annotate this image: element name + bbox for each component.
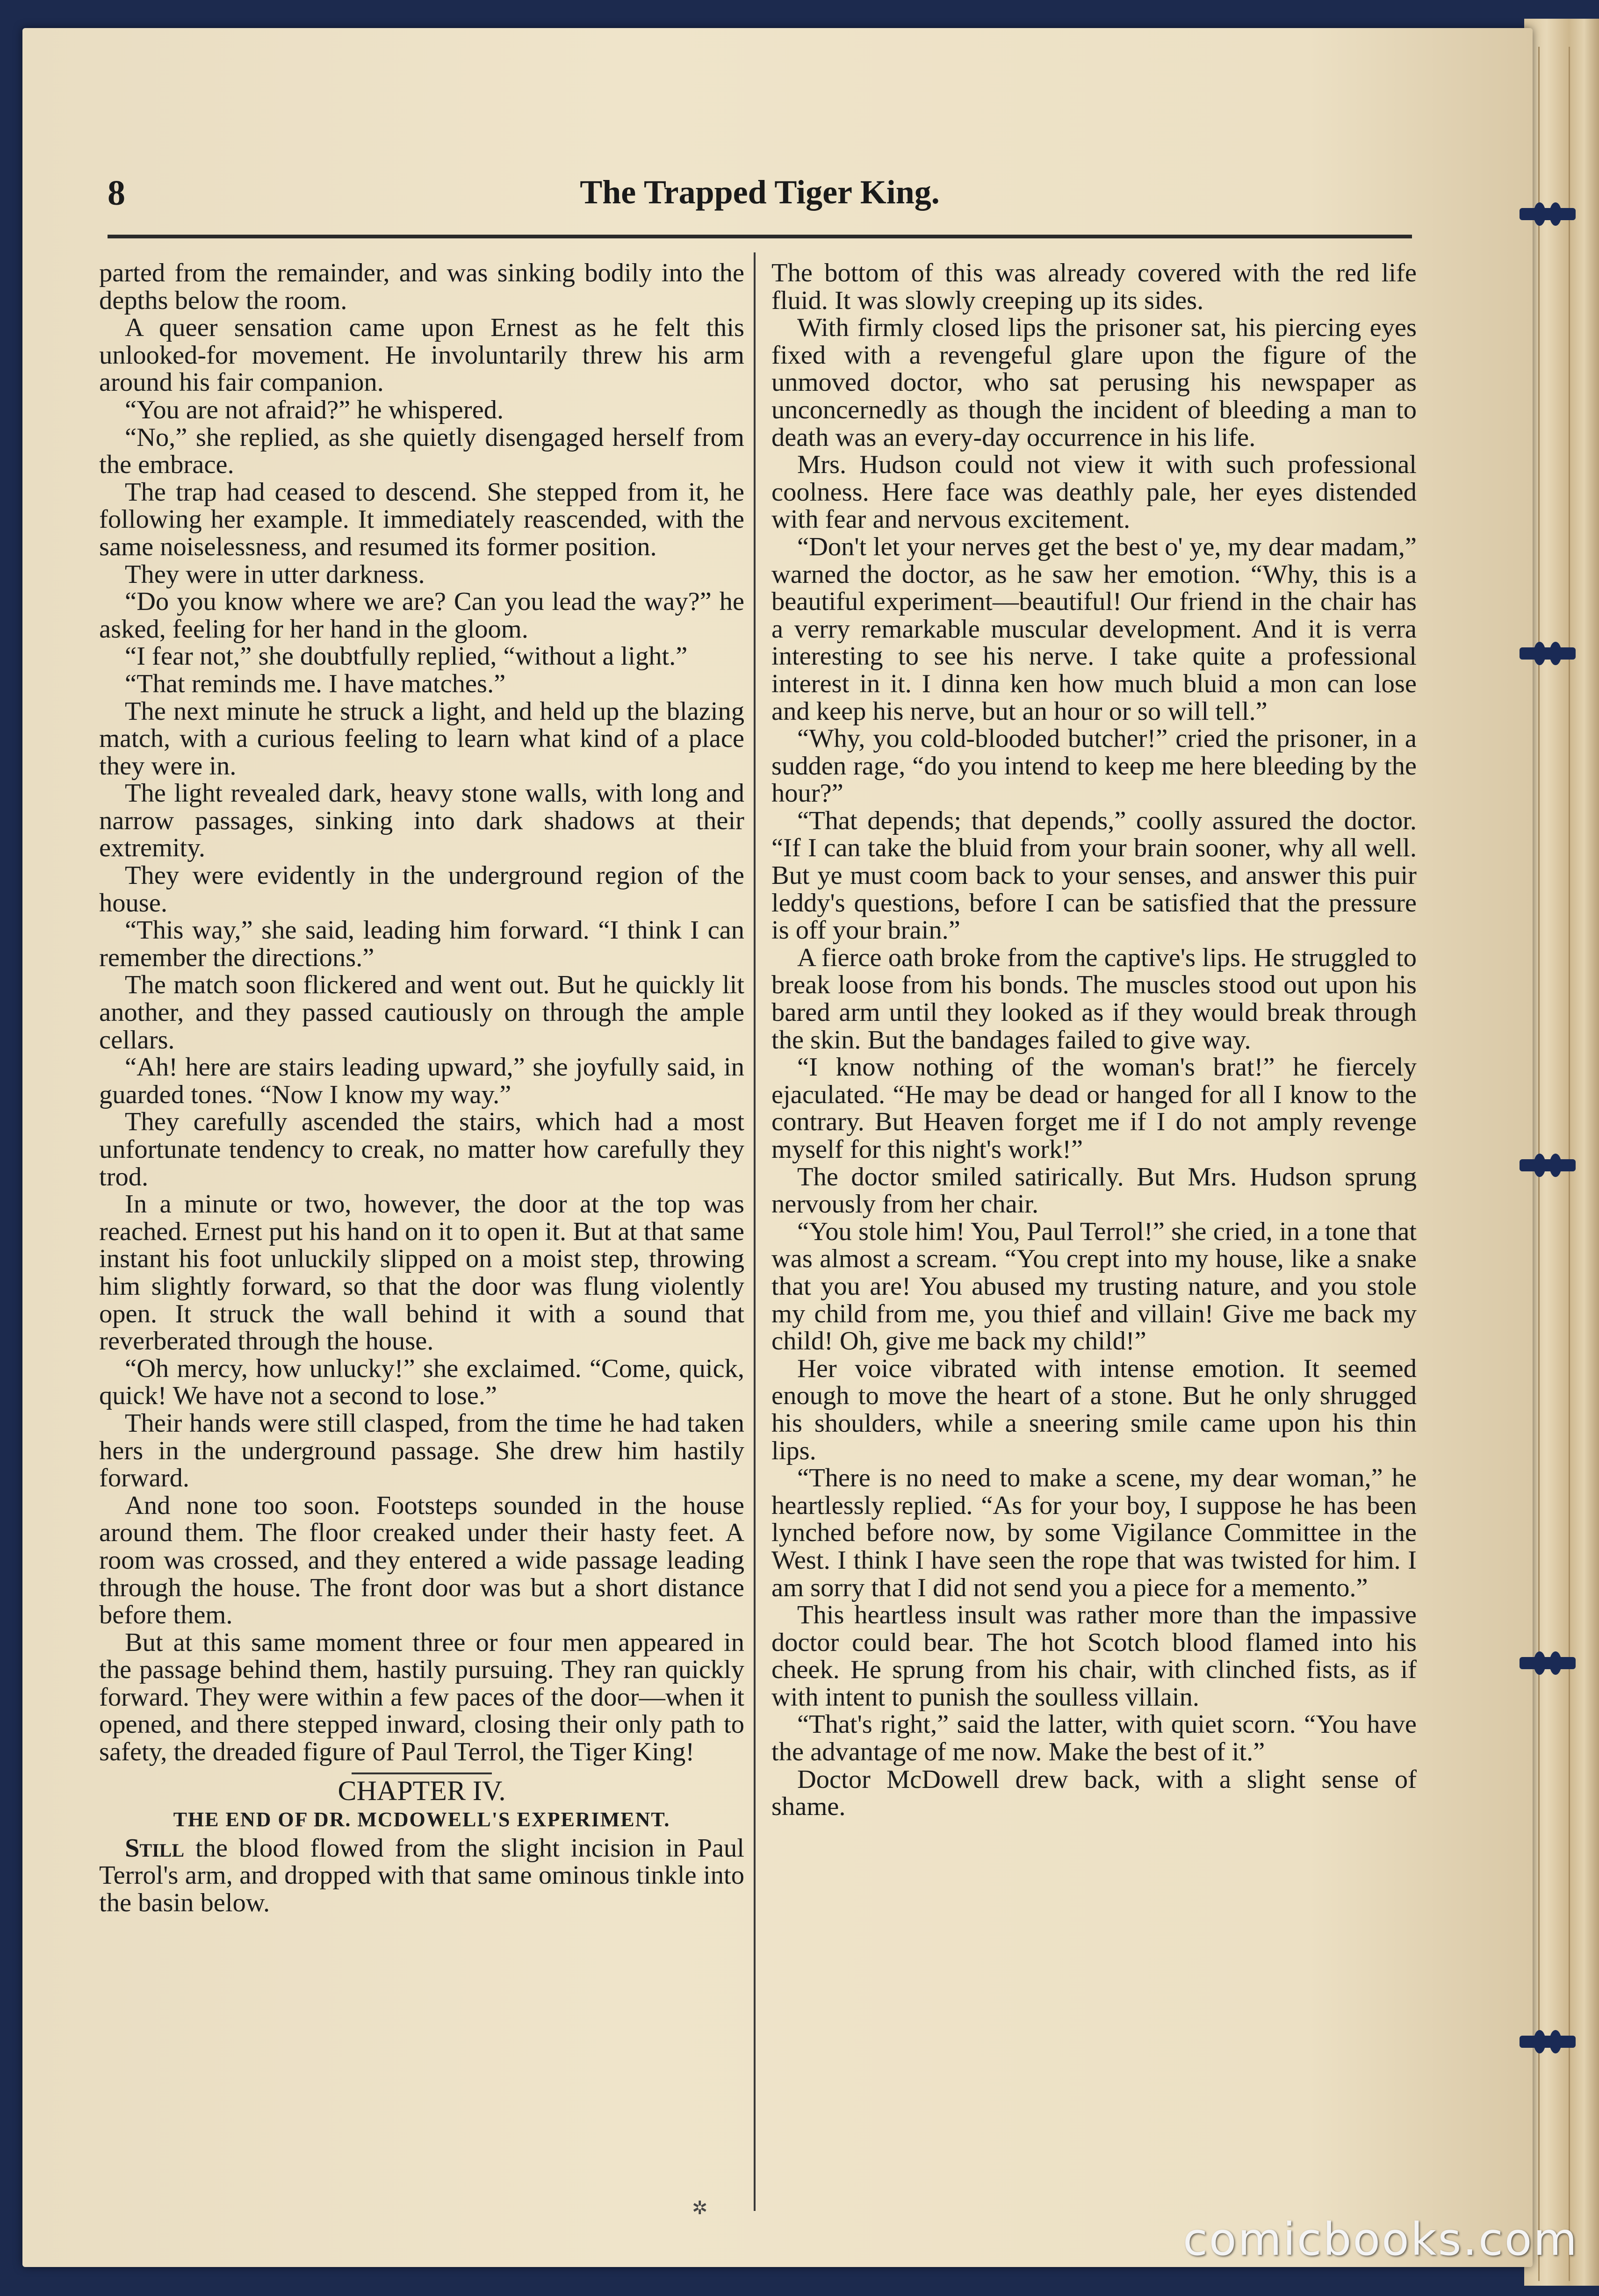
binding-stitch — [1520, 1657, 1576, 1669]
paragraph: This heartless insult was rather more than the impassive doctor could bear. The hot Scotch blood flamed into his cheek. He sprung from his chair, with clinched fists, as if with intent to punish the soulless villain. — [771, 1600, 1417, 1712]
paragraph: “That reminds me. I have matches.” — [125, 669, 506, 698]
chapter-subtitle: THE END OF DR. MCDOWELL'S EXPERIMENT. — [173, 1808, 670, 1831]
paragraph: In a minute or two, however, the door at the top was reached. Ernest put his hand on it to open it. But at that same instant his foot unluckily slipped on a moist step, throwing him slightly forward, so that the door was flung violently open. It struck the wall behind it with a sound that reverberated through the house. — [99, 1190, 744, 1356]
paragraph: The trap had ceased to descend. She stepped from it, he following her example. It immediately reascended, with the same noiselessness, and resumed its former position. — [99, 477, 744, 561]
binding-stitch — [1520, 208, 1576, 220]
binding-stitch — [1520, 647, 1576, 660]
paragraph: The next minute he struck a light, and held up the blazing match, with a curious feeling to learn what kind of a place they were in. — [99, 696, 744, 781]
paragraph: “Why, you cold-blooded butcher!” cried the prisoner, in a sudden rage, “do you intend to keep me here bleeding by the hour?” — [771, 724, 1417, 808]
paragraph: They carefully ascended the stairs, which had a most unfortunate tendency to creak, no matter how carefully they trod. — [99, 1107, 744, 1191]
text-column-right — [771, 259, 1417, 1821]
page-number: 8 — [108, 173, 125, 213]
paragraph: “No,” she replied, as she quietly disengaged herself from the embrace. — [99, 423, 744, 480]
chapter-heading: CHAPTER IV. — [338, 1775, 506, 1806]
paragraph: The doctor smiled satirically. But Mrs. Hudson sprung nervously from her chair. — [771, 1162, 1417, 1219]
paragraph: “Do you know where we are? Can you lead the way?” he asked, feeling for her hand in the gloom. — [99, 587, 744, 644]
paragraph: parted from the remainder, and was sinking bodily into the depths below the room. — [99, 258, 744, 315]
binding-stitch — [1520, 2036, 1576, 2048]
text-column-left — [99, 259, 744, 1917]
paragraph: But at this same moment three or four men appeared in the passage behind them, hastily pursuing. They ran quickly forward. They were within a few paces of the door—when it opened, and there stepped inward, closing their only path to safety, the dreaded figure of Paul Terrol, the Tiger King! — [99, 1628, 744, 1767]
paragraph: A queer sensation came upon Ernest as he felt this unlooked-for movement. He involuntarily threw his arm around his fair companion. — [99, 313, 744, 397]
running-header — [108, 173, 1412, 224]
header-rule — [108, 235, 1412, 238]
paragraph: They were evidently in the underground region of the house. — [99, 861, 744, 918]
paragraph: “I know nothing of the woman's brat!” he fiercely ejaculated. “He may be dead or hanged for all I know to the contrary. But Heaven forget me if I do not amply revenge myself for this night's work!” — [771, 1053, 1417, 1164]
paragraph: The bottom of this was already covered with the red life fluid. It was slowly creeping up its sides. — [771, 258, 1417, 315]
chapter-first-word: Still — [125, 1833, 185, 1863]
paragraph: “That depends; that depends,” coolly assured the doctor. “If I can take the bluid from your brain sooner, why all well. But ye must coom back to your senses, and answer this puir leddy's questions, before I can be satisfied that the pressure is off your brain.” — [771, 806, 1417, 945]
printer-ornament: ✲ — [692, 2197, 708, 2218]
paragraph: A fierce oath broke from the captive's lips. He struggled to break loose from his bonds. The muscles stood out upon his bared arm until they looked as if they would break through the skin. But the bandages failed to give way. — [771, 943, 1417, 1055]
binding-stitch — [1520, 1159, 1576, 1171]
paragraph: “You stole him! You, Paul Terrol!” she cried, in a tone that was almost a scream. “You crept into my house, like a snake that you are! You abused my trusting nature, and you stole my child from me, you thief and villain! Give me back my child! Oh, give me back my child!” — [771, 1217, 1417, 1356]
paragraph: “Oh mercy, how unlucky!” she exclaimed. “Come, quick, quick! We have not a second to lose.” — [99, 1354, 744, 1411]
paragraph: Doctor McDowell drew back, with a slight sense of shame. — [771, 1765, 1417, 1822]
paragraph: “There is no need to make a scene, my dear woman,” he heartlessly replied. “As for your boy, I suppose he has been lynched before now, by some Vigilance Committee in the West. I think I have seen the rope that was twisted for him. I am sorry that I did not send you a piece for a memento.” — [771, 1464, 1417, 1602]
paragraph: Her voice vibrated with intense emotion. It seemed enough to move the heart of a stone. But he only shrugged his shoulders, while a sneering smile came upon his thin lips. — [771, 1354, 1417, 1465]
paragraph: The light revealed dark, heavy stone walls, with long and narrow passages, sinking into dark shadows at their extremity. — [99, 779, 744, 863]
column-divider — [754, 252, 756, 2211]
paragraph: “Ah! here are stairs leading upward,” she joyfully said, in guarded tones. “Now I know my way.” — [99, 1053, 744, 1109]
paragraph: “That's right,” said the latter, with quiet scorn. “You have the advantage of me now. Make the best of it.” — [771, 1710, 1417, 1767]
paragraph: Mrs. Hudson could not view it with such professional coolness. Here face was deathly pale, her eyes distended with fear and nervous excitement. — [771, 450, 1417, 534]
chapter-first-para-text: the blood flowed from the slight incision in Paul Terrol's arm, and dropped with that same ominous tinkle into the basin below. — [99, 1833, 744, 1918]
paragraph: “This way,” she said, leading him forward. “I think I can remember the directions.” — [99, 916, 744, 972]
paragraph: They were in utter darkness. — [125, 560, 425, 589]
running-title: The Trapped Tiger King. — [580, 173, 940, 211]
paragraph: With firmly closed lips the prisoner sat, his piercing eyes fixed with a revengeful glare upon the figure of the unmoved doctor, who sat perusing his newspaper as unconcernedly as though the incident of bleeding a man to death was an every-day occurrence in his life. — [771, 313, 1417, 452]
book-spine — [1524, 19, 1599, 2286]
paragraph: “I fear not,” she doubtfully replied, “without a light.” — [125, 642, 688, 671]
paragraph: The match soon flickered and went out. But he quickly lit another, and they passed cautiously on through the ample cellars. — [99, 970, 744, 1055]
paragraph: And none too soon. Footsteps sounded in the house around them. The floor creaked under their hasty feet. A room was crossed, and they entered a wide passage leading through the house. The front door was but a short distance before them. — [99, 1491, 744, 1630]
chapter-opening-paragraph — [99, 1835, 744, 1917]
paragraph: “You are not afraid?” he whispered. — [125, 395, 504, 424]
chapter-rule — [352, 1772, 492, 1774]
paragraph: “Don't let your nerves get the best o' ye, my dear madam,” warned the doctor, as he saw her emotion. “Why, this is a beautiful experiment—beautiful! Our friend in the chair has a verry remarkable muscular development. And it is verra interesting to see his nerve. I take quite a professional interest in it. I dinna ken how much bluid a mon can lose and keep his nerve, but an hour or so will tell.” — [771, 532, 1417, 726]
paragraph: Their hands were still clasped, from the time he had taken hers in the underground passage. She drew him hastily forward. — [99, 1408, 744, 1493]
watermark-text: comicbooks.com — [1183, 2213, 1579, 2266]
